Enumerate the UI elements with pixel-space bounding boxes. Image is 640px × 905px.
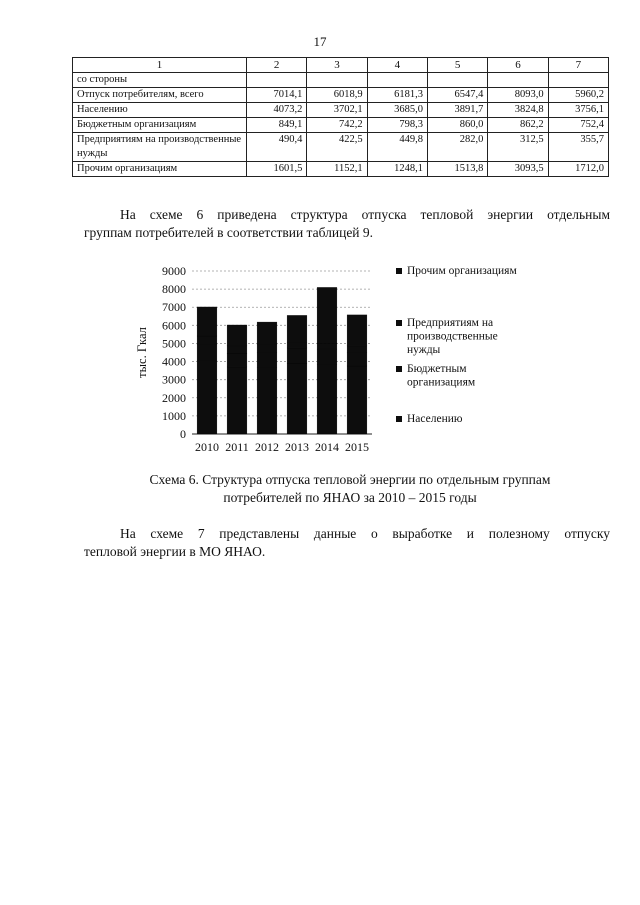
table-cell: 3824,8 [488,103,548,118]
table-cell: 1601,5 [247,162,307,177]
x-tick-label: 2013 [285,440,309,454]
table-row [73,162,609,177]
table-cell: 742,2 [307,118,367,133]
table-cell: 3093,5 [488,162,548,177]
table-cell: 3756,1 [548,103,608,118]
bar-segment [317,287,337,343]
table-cell [247,73,307,88]
bar-segment [347,352,367,366]
table-cell [488,73,548,88]
bar-segment [347,315,367,346]
table-cell: 752,4 [548,118,608,133]
bar-segment [287,364,307,434]
row-label: со стороны [73,73,247,88]
y-tick-label: 9000 [162,264,186,278]
legend-swatch [396,268,402,274]
table-row [73,118,609,133]
caption-line: Схема 6. Структура отпуска тепловой энергии по отдельным группам [149,472,551,487]
legend-label: Населению [407,413,463,425]
bar-segment [287,315,307,342]
bar-segment [317,343,337,349]
table-cell: 6547,4 [427,88,487,103]
table-cell: 3702,1 [307,103,367,118]
x-tick-label: 2014 [315,440,339,454]
y-tick-label: 5000 [162,336,186,351]
y-tick-label: 6000 [162,318,186,333]
x-tick-label: 2015 [345,440,369,454]
paragraph-line: На схеме 6 приведена структура отпуска тепловой энергии отдельным [120,207,610,222]
y-axis-label: тыс. Гкал [135,327,149,378]
bar-segment [257,322,277,345]
bar-segment [347,366,367,434]
table-cell [548,73,608,88]
bar-segment [257,353,277,367]
row-label: Прочим организациям [73,162,247,177]
table-cell: 3685,0 [367,103,427,118]
table-cell: 1152,1 [307,162,367,177]
chart-caption [100,471,600,507]
heat-supply-structure-chart [130,262,550,462]
legend-swatch [396,320,402,326]
paragraph-line: тепловой энергии в МО ЯНАО. [84,544,266,559]
table-column-header: 2 [247,58,307,73]
y-tick-label: 1000 [162,408,186,423]
heat-supply-table [72,57,609,177]
paragraph-scheme-6 [84,206,610,242]
table-cell: 4073,2 [247,103,307,118]
table-cell: 7014,1 [247,88,307,103]
table-cell: 490,4 [247,133,307,162]
table-row [73,133,609,162]
legend-label: Прочим организациям [407,265,517,277]
table-cell: 860,0 [427,118,487,133]
table-row [73,73,609,88]
table-cell: 282,0 [427,133,487,162]
bar-segment [257,345,277,353]
bar-segment [227,325,247,346]
page-number: 17 [313,34,327,49]
legend-label: Бюджетным [407,363,467,375]
legend-label: производственные [407,330,498,343]
table-column-header: 1 [73,58,247,73]
table-cell: 355,7 [548,133,608,162]
bar-segment [287,348,307,364]
legend-label: организациям [407,376,476,389]
bar-segment [197,360,217,434]
table-column-header: 6 [488,58,548,73]
row-label: Предприятиям на производственные нужды [73,133,247,162]
bar-segment [197,345,217,360]
table-column-header: 7 [548,58,608,73]
table-cell: 6018,9 [307,88,367,103]
table-cell [367,73,427,88]
x-tick-label: 2010 [195,440,219,454]
table-cell: 1513,8 [427,162,487,177]
table-cell: 6181,3 [367,88,427,103]
x-tick-label: 2012 [255,440,279,454]
bar-segment [227,346,247,354]
row-label: Бюджетным организациям [73,118,247,133]
row-label: Населению [73,103,247,118]
table-cell: 312,5 [488,133,548,162]
table-row [73,103,609,118]
caption-line: потребителей по ЯНАО за 2010 – 2015 годы [223,490,477,505]
bar-segment [347,346,367,352]
legend-swatch [396,416,402,422]
bar-segment [227,354,247,367]
legend-swatch [396,366,402,372]
table-cell: 8093,0 [488,88,548,103]
paragraph-line: На схеме 7 представлены данные о выработке и полезному отпуску [120,526,610,541]
bar-segment [317,365,337,434]
table-column-header: 5 [427,58,487,73]
table-cell: 798,3 [367,118,427,133]
table-cell: 849,1 [247,118,307,133]
bar-segment [287,343,307,348]
y-tick-label: 3000 [162,372,186,387]
bar-segment [197,307,217,336]
y-tick-label: 0 [180,427,186,441]
y-tick-label: 7000 [162,300,186,315]
y-tick-label: 4000 [162,354,186,369]
y-tick-label: 8000 [162,282,186,297]
table-cell: 5960,2 [548,88,608,103]
bar-segment [317,349,337,365]
table-cell: 3891,7 [427,103,487,118]
table-cell: 422,5 [307,133,367,162]
table-header-row [73,58,609,73]
table-cell [427,73,487,88]
table-column-header: 4 [367,58,427,73]
legend-label: нужды [407,344,441,356]
table-cell [307,73,367,88]
x-tick-label: 2011 [225,440,249,454]
table-cell: 1712,0 [548,162,608,177]
table-cell: 862,2 [488,118,548,133]
table-cell: 1248,1 [367,162,427,177]
paragraph-scheme-7 [84,525,610,561]
bar-segment [197,336,217,345]
table-row [73,88,609,103]
row-label: Отпуск потребителям, всего [73,88,247,103]
bar-segment [257,367,277,434]
y-tick-label: 2000 [162,390,186,405]
table-cell: 449,8 [367,133,427,162]
bar-segment [227,367,247,434]
table-column-header: 3 [307,58,367,73]
paragraph-line: группам потребителей в соответствии таблицей 9. [84,225,374,240]
legend-label: Предприятиям на [407,317,494,329]
